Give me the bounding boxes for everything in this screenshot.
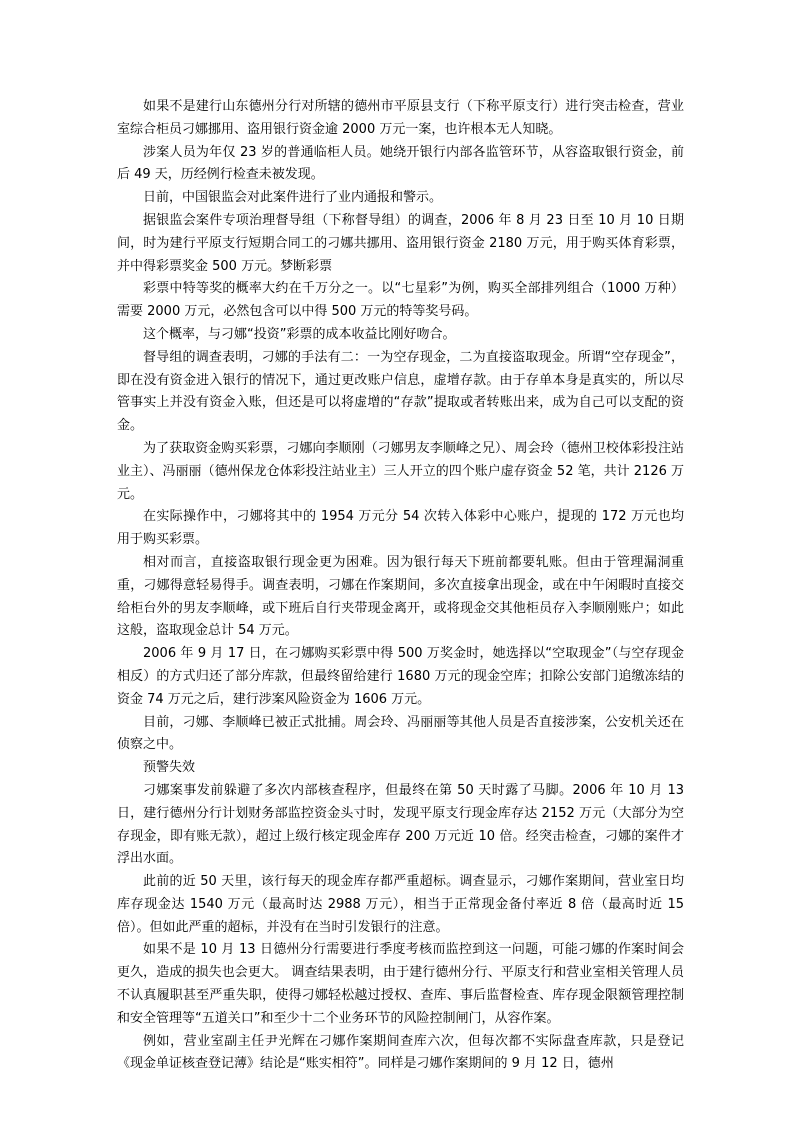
paragraph-1: 如果不是建行山东德州分行对所辖的德州市平原县支行（下称平原支行）进行突击检查，营业室综合柜员刁娜挪用、盗用银行资金逾 2000 万元一案，也许根本无人知晓。 [117, 99, 684, 137]
paragraph-3: 日前，中国银监会对此案件进行了业内通报和警示。 [143, 190, 443, 206]
paragraph-11: 2006 年 9 月 17 日，在刁娜购买彩票中得 500 万奖金时，她选择以“空取现金”（与空存现金相反）的方式归还了部分库款，但最终留给建行 1680 万元的现金空库；扣除公安部门追缴冻结的资金 74 万元之后，建行涉案风险资金为 1606 万元。 [117, 646, 684, 707]
paragraph-15: 此前的近 50 天里，该行每天的现金库存都严重超标。调查显示，刁娜作案期间，营业室日均库存现金达 1540 万元（最高时达 2988 万元），相当于正常现金备付率近 8 倍（最高时近 15 倍）。但如此严重的超标，并没有在当时引发银行的注意。 [117, 874, 684, 935]
document-page [117, 96, 684, 1076]
paragraph-12: 目前，刁娜、李顺峰已被正式批捕。周会玲、冯丽丽等其他人员是否直接涉案，公安机关还在侦察之中。 [117, 714, 684, 753]
paragraph-16: 如果不是 10 月 13 日德州分行需要进行季度考核而监控到这一问题，可能刁娜的作案时间会更久，造成的损失也会更大。 调查结果表明，由于建行德州分行、平原支行和营业室相关管理人员不认真履职甚至严重失职，使得刁娜轻松越过授权、查库、事后监督检查、库存现金限额管理控制和安全管理等“五道关口”和至少十二个业务环节的风险控制闸门，从容作案。 [117, 942, 684, 1026]
paragraph-6: 这个概率，与刁娜“投资”彩票的成本收益比刚好吻合。 [143, 326, 456, 342]
paragraph-17: 例如，营业室副主任尹光辉在刁娜作案期间查库六次，但每次都不实际盘查库款，只是登记《现金单证核查登记薄》结论是“账实相符”。同样是刁娜作案期间的 9 月 12 日，德州 [117, 1033, 684, 1072]
paragraph-8: 为了获取资金购买彩票，刁娜向李顺刚（刁娜男友李顺峰之兄）、周会玲（德州卫校体彩投注站业主）、冯丽丽（德州保龙仓体彩投注站业主）三人开立的四个账户虚存资金 52 笔，共计 2126 万元。 [117, 440, 684, 502]
paragraph-9: 在实际操作中，刁娜将其中的 1954 万元分 54 次转入体彩中心账户，提现的 172 万元也均用于购买彩票。 [117, 509, 684, 548]
section-heading: 预警失效 [143, 760, 196, 776]
paragraph-10: 相对而言，直接盗取银行现金更为困难。因为银行每天下班前都要轧账。但由于管理漏洞重重，刁娜得意轻易得手。调查表明，刁娜在作案期间，多次直接拿出现金，或在中午闲暇时直接交给柜台外的男友李顺峰，或下班后自行夹带现金离开，或将现金交其他柜员存入李顺刚账户；如此这般，盗取现金总计 54 万元。 [117, 554, 684, 639]
paragraph-7: 督导组的调查表明，刁娜的手法有二：一为空存现金，二为直接盗取现金。所谓“空存现金”，即在没有资金进入银行的情况下，通过更改账户信息，虚增存款。由于存单本身是真实的，所以尽管事实上并没有资金入账，但还是可以将虚增的“存款”提取或者转账出来，成为自己可以支配的资金。 [117, 349, 684, 434]
paragraph-5: 彩票中特等奖的概率大约在千万分之一。以“七星彩”为例，购买全部排列组合（1000 万种）需要 2000 万元，必然包含可以中得 500 万元的特等奖号码。 [117, 281, 684, 320]
paragraph-14: 刁娜案事发前躲避了多次内部核查程序，但最终在第 50 天时露了马脚。2006 年 10 月 13 日，建行德州分行计划财务部监控资金头寸时，发现平原支行现金库存达 2152 万元（大部分为空存现金，即有账无款），超过上级行核定现金库存 200 万元近 10 倍。经突击检查，刁娜的案件才浮出水面。 [117, 782, 684, 867]
paragraph-2: 涉案人员为年仅 23 岁的普通临柜人员。她绕开银行内部各监管环节，从容盗取银行资金，前后 49 天，历经例行检查未被发现。 [117, 144, 684, 183]
paragraph-4: 据银监会案件专项治理督导组（下称督导组）的调查，2006 年 8 月 23 日至 10 月 10 日期间，时为建行平原支行短期合同工的刁娜共挪用、盗用银行资金 2180 万元，用于购买体育彩票，并中得彩票奖金 500 万元。梦断彩票 [117, 212, 684, 274]
